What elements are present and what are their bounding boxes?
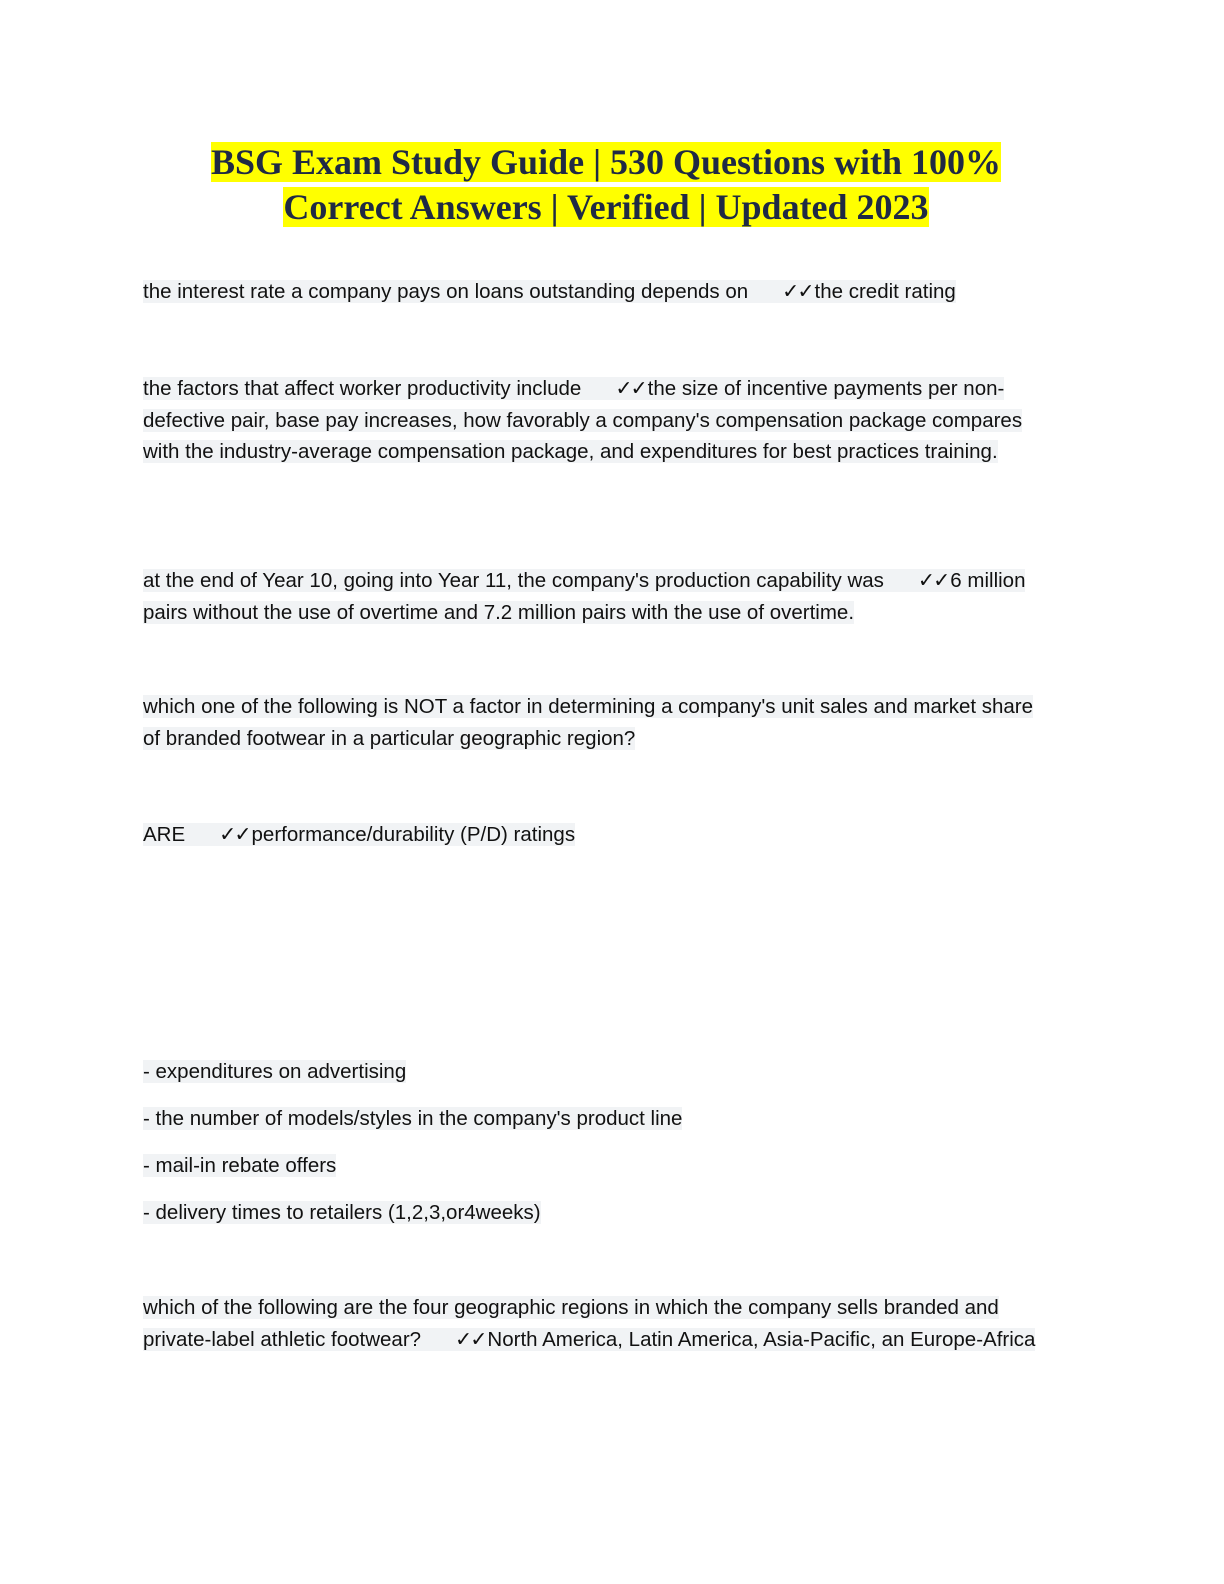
answer-text: the size of incentive payments per non-defective pair, base pay increases, how favorably a company's compensation package compares with the industry-average compensation package, and expenditures for best practices training.: [143, 377, 1023, 463]
title-line-1: BSG Exam Study Guide | 530 Questions with 100%: [210, 142, 1002, 182]
qa-item-4: [143, 691, 1043, 754]
list-item: - expenditures on advertising: [143, 1060, 407, 1083]
qa-item-1: [143, 276, 1073, 308]
list-item: - mail-in rebate offers: [143, 1154, 337, 1177]
question-text: ARE: [143, 823, 186, 846]
question-text: the factors that affect worker productivity include: [143, 377, 582, 400]
qa-item-6: [143, 1292, 1063, 1355]
answer-text: North America, Latin America, Asia-Pacific, an Europe-Africa: [487, 1327, 1036, 1351]
question-text: which one of the following is NOT a factor in determining a company's unit sales and market share of branded footwear in a particular geographic region?: [143, 695, 1034, 750]
question-text: at the end of Year 10, going into Year 11, the company's production capability was: [143, 569, 884, 592]
list-item: - the number of models/styles in the company's product line: [143, 1107, 683, 1130]
double-check-icon: ✓✓: [615, 377, 646, 400]
qa-item-5: [143, 819, 1073, 851]
double-check-icon: ✓✓: [782, 280, 813, 303]
qa-item-3: [143, 565, 1033, 628]
qa-item-2: [143, 373, 1033, 468]
answer-text: 6 million pairs without the use of overtime and 7.2 million pairs with the use of overtime.: [143, 569, 1026, 624]
question-text: which of the following are the four geographic regions in which the company sells branded and private-label athletic footwear?: [143, 1296, 999, 1351]
list-item: - delivery times to retailers (1,2,3,or4weeks): [143, 1201, 541, 1224]
double-check-icon: ✓✓: [219, 823, 250, 846]
double-check-icon: ✓✓: [917, 569, 949, 592]
double-check-icon: ✓✓: [455, 1327, 486, 1351]
document-title: [150, 140, 1062, 230]
answer-text: performance/durability (P/D) ratings: [251, 823, 576, 846]
title-line-2: Correct Answers | Verified | Updated 2023: [283, 187, 929, 227]
answer-text: the credit rating: [814, 280, 956, 303]
question-text: the interest rate a company pays on loans outstanding depends on: [143, 280, 749, 303]
